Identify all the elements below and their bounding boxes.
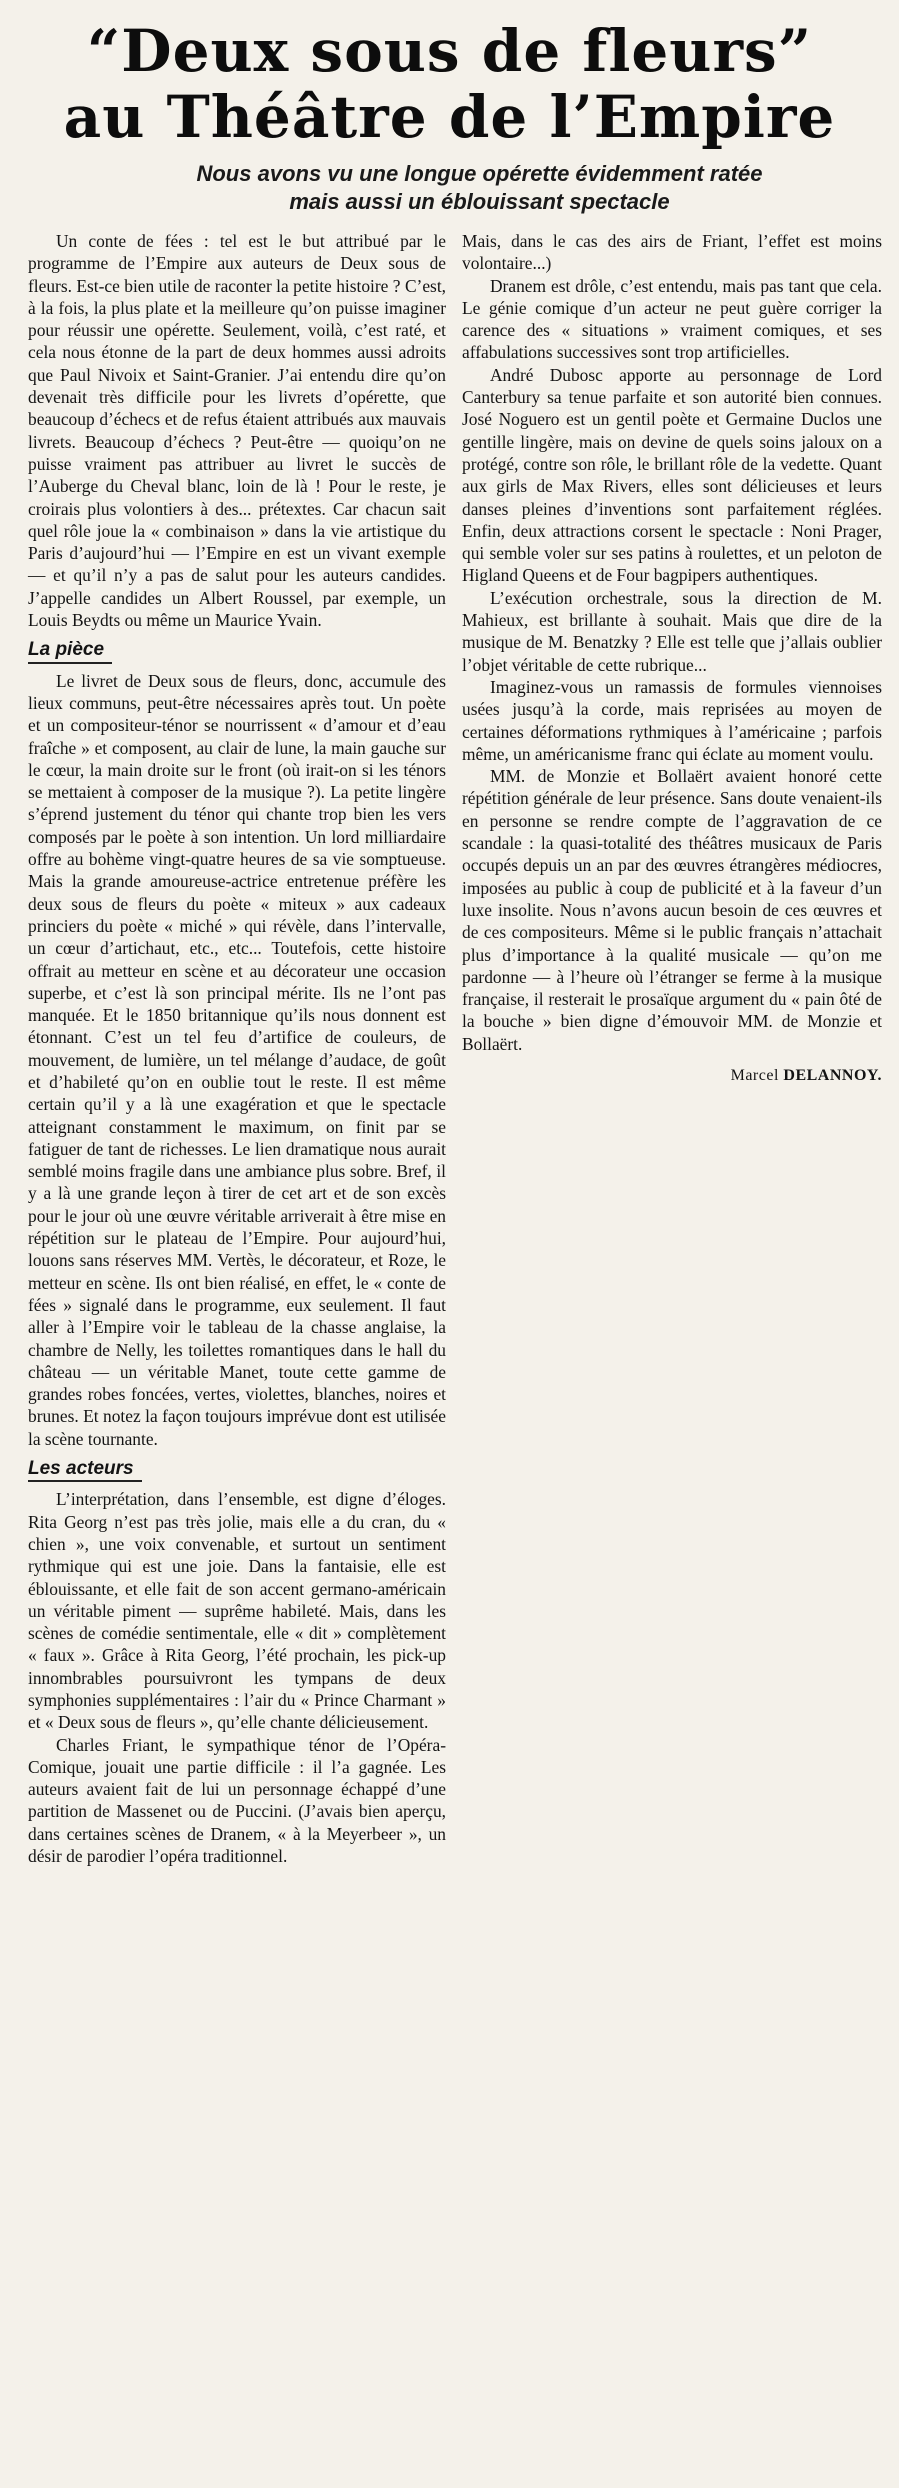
- right-paragraph-6: MM. de Monzie et Bollaërt avaient honoré cette répétition générale de leur présence. Sans doute venaient-ils en personne se rendre compte de l’aggravation de ce scandale : la quasi-totalité des théâtres musicaux de Paris occupés depuis un an par des œuvres étrangères médiocres, imposées au public à coup de publicité et à la faveur d’un luxe insolite. Nous n’avons aucun besoin de ces œuvres et de ces compositeurs. Même si le public français n’attachait plus d’importance à la qualité musicale — qu’on me pardonne — à l’heure où l’étranger se ferme à la musique française, il resterait le prosaïque argument du « pain ôté de la bouche » bien digne d’émouvoir MM. de Monzie et Bollaërt.: [462, 766, 882, 1054]
- subheadline-line-1: Nous avons vu une longue opérette évidemment ratée: [196, 161, 763, 186]
- author-signature: [462, 1065, 882, 1087]
- headline-line-2: au Théâtre de l’Empire: [63, 83, 836, 151]
- section-heading-les-acteurs: Les acteurs: [28, 1458, 142, 1482]
- right-paragraph-1: Mais, dans le cas des airs de Friant, l’effet est moins volontaire...): [462, 231, 882, 274]
- intro-paragraph: Un conte de fées : tel est le but attribué par le programme de l’Empire aux auteurs de Deux sous de fleurs. Est-ce bien utile de raconter la petite histoire ? C’est, à la fois, la plus plate et la meilleure qu’on puisse imaginer pour réussir une opérette. Seulement, voilà, c’est raté, et cela nous étonne de la part de deux hommes aussi adroits que Paul Nivoix et Saint-Granier. J’ai entendu dire qu’on devenait très difficile pour les livrets d’opérette, que beaucoup d’échecs et de refus étaient attribués aux mauvais livrets. Beaucoup d’échecs ? Peut-être — quoiqu’on ne puisse vraiment pas attribuer au livret le succès de l’Auberge du Cheval blanc, loin de là ! Pour le reste, je croirais plus volontiers à des... prétextes. Car chacun sait quel rôle joue la « combinaison » dans la vie artistique du Paris d’aujourd’hui — l’Empire en est un vivant exemple — et qu’il n’y a pas de salut pour les auteurs candides. J’appelle candides un Albert Roussel, par exemple, un Louis Beydts ou même un Maurice Yvain.: [28, 231, 446, 631]
- right-paragraph-4: L’exécution orchestrale, sous la direction de M. Mahieux, est brillante à souhait. Mais que dire de la musique de M. Benatzky ? Elle est telle que j’allais oublier l’objet véritable de cette rubrique...: [462, 587, 882, 675]
- right-paragraph-3: André Dubosc apporte au personnage de Lord Canterbury sa tenue parfaite et son autorité bien connues. José Noguero est un gentil poète et Germaine Duclos une gentille lingère, mais on devine de quels soins jaloux on a protégé, contre son rôle, le brillant rôle de la vedette. Quant aux girls de Max Rivers, elles sont délicieuses et leurs danses pleines d’inventions sont parfaitement réglées. Enfin, deux attractions corsent le spectacle : Noni Prager, qui semble voler sur ses patins à roulettes, et un peloton de Higland Queens et de Four bagpipers authentiques.: [462, 364, 882, 586]
- acteurs-paragraph-1: L’interprétation, dans l’ensemble, est digne d’éloges. Rita Georg n’est pas très jolie, mais elle a du cran, du « chien », une voix convenable, et surtout un sentiment rythmique qui est une joie. Dans la fantaisie, elle est éblouissante, et elle fait de son accent germano-américain un véritable piment — suprême habileté. Mais, dans les scènes de comédie sentimentale, elle « dit » complètement « faux ». Grâce à Rita Georg, l’été prochain, les pick-up innombrables poursuivront les tympans de deux symphonies supplémentaires : l’air du « Prince Charmant » et « Deux sous de fleurs », qu’elle chante délicieusement.: [28, 1489, 446, 1733]
- headline-line-1: “Deux sous de fleurs”: [86, 17, 813, 85]
- subheadline-line-2: mais aussi un éblouissant spectacle: [289, 189, 670, 214]
- right-column: [462, 230, 882, 1087]
- author-first-name: Marcel: [730, 1066, 779, 1084]
- right-paragraph-5: Imaginez-vous un ramassis de formules viennoises usées jusqu’à la corde, mais reprisées au moyen de certaines déformations rythmiques à l’américaine ; parfois même, un américanisme franc qui éclate au moment voulu.: [462, 676, 882, 764]
- right-paragraph-2: Dranem est drôle, c’est entendu, mais pas tant que cela. Le génie comique d’un acteur ne peut guère corriger la carence des « situations » vraiment comiques, et ses affabulations successives sont trop artificielles.: [462, 275, 882, 363]
- author-last-name: DELANNOY.: [783, 1066, 882, 1084]
- section-heading-la-piece: La pièce: [28, 639, 112, 663]
- acteurs-paragraph-2: Charles Friant, le sympathique ténor de l’Opéra-Comique, jouait une partie difficile : il l’a gagnée. Les auteurs avaient fait de lui un personnage échappé d’une partition de Massenet ou de Puccini. (J’avais bien aperçu, dans certaines scènes de Dranem, « à la Meyerbeer », un désir de parodier l’opéra traditionnel.: [28, 1734, 446, 1867]
- la-piece-paragraph: Le livret de Deux sous de fleurs, donc, accumule des lieux communs, peut-être nécessaires après tout. Un poète et un compositeur-ténor se nourrissent « d’amour et d’eau fraîche » et composent, au clair de lune, la main gauche sur le cœur, la main droite sur le front (où irait-on si les ténors se mettaient à composer de la musique ?). La petite lingère s’éprend justement du ténor qui chante trop bien les vers composés par le poète à son intention. Un lord milliardaire offre au bohème vingt-quatre heures de sa vie somptueuse. Mais la grande amoureuse-actrice entretenue préfère les deux sous de fleurs du poète « miteux » aux cadeaux princiers du poète « miché » qui révèle, dans l’intervalle, un cœur d’artichaut, etc., etc... Toutefois, cette histoire offrait au metteur en scène et au décorateur une occasion superbe, et c’est là son principal mérite. Ils ne l’ont pas manquée. Et le 1850 britannique qu’ils nous donnent est étonnant. C’est un tel feu d’artifice de couleurs, de mouvement, de lumière, un tel mélange d’audace, de goût et d’habileté qu’on en oublie tout le reste. Il est même certain qu’il y a là une exagération et que le spectacle atteignant constamment le maximum, on finit par se fatiguer de tant de richesses. Le lien dramatique nous aurait semblé moins fragile dans une ambiance plus sobre. Bref, il y a là une grande leçon à tirer de cet art et de son excès pour le jour où une œuvre véritable arriverait à être mise en répétition sur le plateau de l’Empire. Pour aujourd’hui, louons sans réserves MM. Vertès, le décorateur, et Roze, le metteur en scène. Ils ont bien réalisé, en effet, le « conte de fées » signalé dans le programme, eux seulement. Il faut aller à l’Empire voir le tableau de la chasse anglaise, la chambre de Nelly, les toilettes romantiques dans le hall du château — un véritable Manet, toute cette gamme de grandes robes foncées, vertes, violettes, blanches, noires et brunes. Et notez la façon toujours imprévue dont est utilisée la scène tournante.: [28, 670, 446, 1449]
- left-column: [28, 230, 446, 1867]
